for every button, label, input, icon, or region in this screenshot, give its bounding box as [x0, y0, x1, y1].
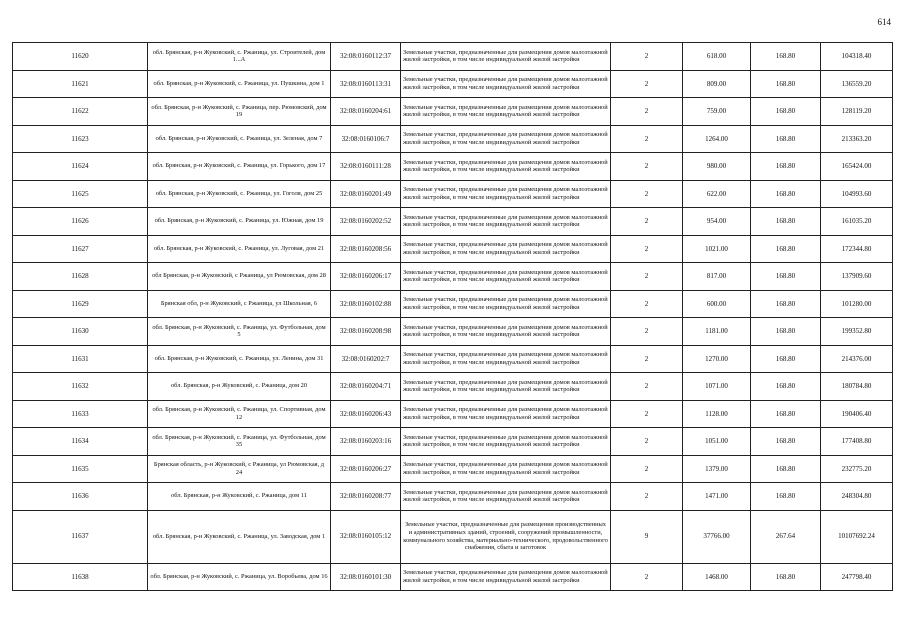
- area-cell: 1181.00: [683, 318, 751, 346]
- cadastral-number-cell: 32:08:0160106:7: [331, 125, 401, 153]
- use-group-cell: 2: [611, 70, 683, 98]
- cadastral-number-cell: 32:08:0160206:27: [331, 455, 401, 483]
- use-group-cell: 2: [611, 43, 683, 71]
- area-cell: 37766.00: [683, 510, 751, 563]
- record-number: 11622: [13, 98, 148, 126]
- cadastral-number-cell: 32:08:0160201:49: [331, 180, 401, 208]
- address-cell: обл. Брянская, р-н Жуковский, с. Ржаница, ул. Футбольная, дом 5: [148, 318, 331, 346]
- page-number: 614: [877, 17, 891, 27]
- record-number: 11621: [13, 70, 148, 98]
- specific-value-cell: 168.80: [751, 318, 821, 346]
- table-row: [13, 43, 893, 71]
- permitted-use-cell: Земельные участки, предназначенные для размещения домов малоэтажной жилой застройки, в том числе индивидуальной жилой застройки: [401, 483, 611, 511]
- permitted-use-cell: Земельные участки, предназначенные для размещения домов малоэтажной жилой застройки, в том числе индивидуальной жилой застройки: [401, 98, 611, 126]
- use-group-cell: 2: [611, 125, 683, 153]
- record-number: 11629: [13, 290, 148, 318]
- address-cell: обл. Брянская, р-н Жуковский, с. Ржаница, ул. Южная, дом 19: [148, 208, 331, 236]
- address-cell: Брянская область, р-н Жуковский, с Ржаница, ул Рюмовская, д 24: [148, 455, 331, 483]
- cadastral-value-cell: 165424.00: [821, 153, 893, 181]
- cadastral-number-cell: 32:08:0160111:28: [331, 153, 401, 181]
- cadastral-number-cell: 32:08:0160105:12: [331, 510, 401, 563]
- use-group-cell: 2: [611, 180, 683, 208]
- cadastral-number-cell: 32:08:0160102:88: [331, 290, 401, 318]
- specific-value-cell: 168.80: [751, 263, 821, 291]
- permitted-use-cell: Земельные участки, предназначенные для размещения домов малоэтажной жилой застройки, в том числе индивидуальной жилой застройки: [401, 153, 611, 181]
- cadastral-number-cell: 32:08:0160204:71: [331, 373, 401, 401]
- permitted-use-cell: Земельные участки, предназначенные для размещения домов малоэтажной жилой застройки, в том числе индивидуальной жилой застройки: [401, 563, 611, 591]
- address-cell: обл. Брянская, р-н Жуковский, с. Ржаница, ул. Зеленая, дом 7: [148, 125, 331, 153]
- table-row: [13, 263, 893, 291]
- table-row: [13, 125, 893, 153]
- cadastral-value-cell: 10107692.24: [821, 510, 893, 563]
- specific-value-cell: 168.80: [751, 373, 821, 401]
- specific-value-cell: 168.80: [751, 208, 821, 236]
- address-cell: обл. Брянская, р-н Жуковский, с. Ржаница, пер. Рюмовский, дом 19: [148, 98, 331, 126]
- specific-value-cell: 168.80: [751, 290, 821, 318]
- table-row: [13, 235, 893, 263]
- permitted-use-cell: Земельные участки, предназначенные для размещения домов малоэтажной жилой застройки, в том числе индивидуальной жилой застройки: [401, 345, 611, 373]
- cadastral-number-cell: 32:08:0160204:61: [331, 98, 401, 126]
- area-cell: 600.00: [683, 290, 751, 318]
- permitted-use-cell: Земельные участки, предназначенные для размещения домов малоэтажной жилой застройки, в том числе индивидуальной жилой застройки: [401, 400, 611, 428]
- cadastral-number-cell: 32:08:0160203:16: [331, 428, 401, 456]
- specific-value-cell: 168.80: [751, 400, 821, 428]
- cadastral-value-cell: 128119.20: [821, 98, 893, 126]
- record-number: 11626: [13, 208, 148, 236]
- area-cell: 618.00: [683, 43, 751, 71]
- area-cell: 980.00: [683, 153, 751, 181]
- specific-value-cell: 168.80: [751, 455, 821, 483]
- permitted-use-cell: Земельные участки, предназначенные для размещения домов малоэтажной жилой застройки, в том числе индивидуальной жилой застройки: [401, 263, 611, 291]
- cadastral-value-cell: 199352.80: [821, 318, 893, 346]
- register-body: [13, 43, 893, 591]
- address-cell: Брянская обл, р-н Жуковский, с Ржаница, ул Школьная, 6: [148, 290, 331, 318]
- area-cell: 954.00: [683, 208, 751, 236]
- specific-value-cell: 168.80: [751, 153, 821, 181]
- specific-value-cell: 168.80: [751, 345, 821, 373]
- area-cell: 1021.00: [683, 235, 751, 263]
- table-row: [13, 208, 893, 236]
- record-number: 11630: [13, 318, 148, 346]
- permitted-use-cell: Земельные участки, предназначенные для размещения домов малоэтажной жилой застройки, в том числе индивидуальной жилой застройки: [401, 428, 611, 456]
- use-group-cell: 2: [611, 428, 683, 456]
- area-cell: 1071.00: [683, 373, 751, 401]
- cadastral-number-cell: 32:08:0160101:30: [331, 563, 401, 591]
- cadastral-value-cell: 248304.80: [821, 483, 893, 511]
- specific-value-cell: 168.80: [751, 180, 821, 208]
- record-number: 11627: [13, 235, 148, 263]
- specific-value-cell: 168.80: [751, 428, 821, 456]
- cadastral-value-cell: 232775.20: [821, 455, 893, 483]
- area-cell: 1270.00: [683, 345, 751, 373]
- cadastral-number-cell: 32:08:0160112:37: [331, 43, 401, 71]
- use-group-cell: 2: [611, 235, 683, 263]
- use-group-cell: 2: [611, 318, 683, 346]
- table-row: [13, 510, 893, 563]
- cadastral-value-cell: 104993.60: [821, 180, 893, 208]
- area-cell: 817.00: [683, 263, 751, 291]
- use-group-cell: 2: [611, 483, 683, 511]
- address-cell: обл. Брянская, р-н Жуковский, с. Ржаница, ул. Строителей, дом 1...А: [148, 43, 331, 71]
- cadastral-value-cell: 213363.20: [821, 125, 893, 153]
- table-row: [13, 345, 893, 373]
- use-group-cell: 2: [611, 98, 683, 126]
- area-cell: 1051.00: [683, 428, 751, 456]
- address-cell: обл. Брянская, р-н Жуковский, с. Ржаница, дом 11: [148, 483, 331, 511]
- permitted-use-cell: Земельные участки, предназначенные для размещения домов малоэтажной жилой застройки, в том числе индивидуальной жилой застройки: [401, 125, 611, 153]
- address-cell: обл Брянская, р-н Жуковский, с Ржаница, ул Рюмовская, дом 28: [148, 263, 331, 291]
- record-number: 11620: [13, 43, 148, 71]
- specific-value-cell: 267.64: [751, 510, 821, 563]
- table-row: [13, 98, 893, 126]
- address-cell: обл. Брянская, р-н Жуковский, с. Ржаница, ул. Футбольная, дом 35: [148, 428, 331, 456]
- permitted-use-cell: Земельные участки, предназначенные для размещения домов малоэтажной жилой застройки, в том числе индивидуальной жилой застройки: [401, 208, 611, 236]
- cadastral-number-cell: 32:08:0160206:17: [331, 263, 401, 291]
- permitted-use-cell: Земельные участки, предназначенные для размещения домов малоэтажной жилой застройки, в том числе индивидуальной жилой застройки: [401, 43, 611, 71]
- cadastral-number-cell: 32:08:0160208:77: [331, 483, 401, 511]
- address-cell: обл. Брянская, р-н Жуковский, с. Ржаница, ул. Воробьева, дом 16: [148, 563, 331, 591]
- specific-value-cell: 168.80: [751, 98, 821, 126]
- record-number: 11634: [13, 428, 148, 456]
- permitted-use-cell: Земельные участки, предназначенные для размещения домов малоэтажной жилой застройки, в том числе индивидуальной жилой застройки: [401, 235, 611, 263]
- address-cell: обл. Брянская, р-н Жуковский, с. Ржаница, ул. Гоголя, дом 25: [148, 180, 331, 208]
- area-cell: 759.00: [683, 98, 751, 126]
- table-row: [13, 153, 893, 181]
- use-group-cell: 2: [611, 563, 683, 591]
- table-row: [13, 483, 893, 511]
- permitted-use-cell: Земельные участки, предназначенные для размещения домов малоэтажной жилой застройки, в том числе индивидуальной жилой застройки: [401, 373, 611, 401]
- address-cell: обл. Брянская, р-н Жуковский, с. Ржаница, ул. Пушкина, дом 1: [148, 70, 331, 98]
- record-number: 11623: [13, 125, 148, 153]
- record-number: 11633: [13, 400, 148, 428]
- area-cell: 1468.00: [683, 563, 751, 591]
- cadastral-value-cell: 214376.00: [821, 345, 893, 373]
- record-number: 11624: [13, 153, 148, 181]
- area-cell: 1379.00: [683, 455, 751, 483]
- cadastral-value-cell: 137909.60: [821, 263, 893, 291]
- record-number: 11638: [13, 563, 148, 591]
- specific-value-cell: 168.80: [751, 563, 821, 591]
- land-register-table: [12, 42, 893, 591]
- table-row: [13, 400, 893, 428]
- table-row: [13, 70, 893, 98]
- area-cell: 1471.00: [683, 483, 751, 511]
- table-row: [13, 318, 893, 346]
- cadastral-number-cell: 32:08:0160208:56: [331, 235, 401, 263]
- cadastral-value-cell: 136559.20: [821, 70, 893, 98]
- address-cell: обл. Брянская, р-н Жуковский, с. Ржаница, ул. Горького, дом 17: [148, 153, 331, 181]
- specific-value-cell: 168.80: [751, 70, 821, 98]
- cadastral-number-cell: 32:08:0160208:98: [331, 318, 401, 346]
- cadastral-number-cell: 32:08:0160202:52: [331, 208, 401, 236]
- specific-value-cell: 168.80: [751, 43, 821, 71]
- record-number: 11631: [13, 345, 148, 373]
- area-cell: 1128.00: [683, 400, 751, 428]
- record-number: 11636: [13, 483, 148, 511]
- cadastral-value-cell: 247798.40: [821, 563, 893, 591]
- specific-value-cell: 168.80: [751, 125, 821, 153]
- table-row: [13, 180, 893, 208]
- area-cell: 622.00: [683, 180, 751, 208]
- table-row: [13, 428, 893, 456]
- specific-value-cell: 168.80: [751, 483, 821, 511]
- permitted-use-cell: Земельные участки, предназначенные для размещения производственных и административных зданий, строений, сооружений промышленности, коммунального хозяйства, материально-технического, продовольственного снабжения, сбыта и заготовок: [401, 510, 611, 563]
- record-number: 11628: [13, 263, 148, 291]
- address-cell: обл. Брянская, р-н Жуковский, с. Ржаница, ул. Заводская, дом 1: [148, 510, 331, 563]
- address-cell: обл. Брянская, р-н Жуковский, с. Ржаница, ул. Луговая, дом 21: [148, 235, 331, 263]
- address-cell: обл. Брянская, р-н Жуковский, с. Ржаница, ул. Ленина, дом 31: [148, 345, 331, 373]
- table-row: [13, 373, 893, 401]
- table-row: [13, 455, 893, 483]
- table-row: [13, 563, 893, 591]
- address-cell: обл. Брянская, р-н Жуковский, с. Ржаница, ул. Спортивная, дом 12: [148, 400, 331, 428]
- record-number: 11637: [13, 510, 148, 563]
- use-group-cell: 2: [611, 400, 683, 428]
- permitted-use-cell: Земельные участки, предназначенные для размещения домов малоэтажной жилой застройки, в том числе индивидуальной жилой застройки: [401, 290, 611, 318]
- use-group-cell: 2: [611, 208, 683, 236]
- cadastral-value-cell: 180784.80: [821, 373, 893, 401]
- table-row: [13, 290, 893, 318]
- use-group-cell: 2: [611, 345, 683, 373]
- permitted-use-cell: Земельные участки, предназначенные для размещения домов малоэтажной жилой застройки, в том числе индивидуальной жилой застройки: [401, 455, 611, 483]
- record-number: 11632: [13, 373, 148, 401]
- specific-value-cell: 168.80: [751, 235, 821, 263]
- use-group-cell: 2: [611, 373, 683, 401]
- record-number: 11625: [13, 180, 148, 208]
- address-cell: обл. Брянская, р-н Жуковский, с. Ржаница, дом 20: [148, 373, 331, 401]
- use-group-cell: 2: [611, 455, 683, 483]
- permitted-use-cell: Земельные участки, предназначенные для размещения домов малоэтажной жилой застройки, в том числе индивидуальной жилой застройки: [401, 180, 611, 208]
- cadastral-number-cell: 32:08:0160206:43: [331, 400, 401, 428]
- cadastral-value-cell: 101280.00: [821, 290, 893, 318]
- use-group-cell: 9: [611, 510, 683, 563]
- use-group-cell: 2: [611, 290, 683, 318]
- use-group-cell: 2: [611, 153, 683, 181]
- permitted-use-cell: Земельные участки, предназначенные для размещения домов малоэтажной жилой застройки, в том числе индивидуальной жилой застройки: [401, 70, 611, 98]
- cadastral-value-cell: 104318.40: [821, 43, 893, 71]
- use-group-cell: 2: [611, 263, 683, 291]
- cadastral-value-cell: 161035.20: [821, 208, 893, 236]
- permitted-use-cell: Земельные участки, предназначенные для размещения домов малоэтажной жилой застройки, в том числе индивидуальной жилой застройки: [401, 318, 611, 346]
- cadastral-number-cell: 32:08:0160113:31: [331, 70, 401, 98]
- cadastral-value-cell: 177408.80: [821, 428, 893, 456]
- cadastral-value-cell: 172344.80: [821, 235, 893, 263]
- area-cell: 809.00: [683, 70, 751, 98]
- cadastral-value-cell: 190406.40: [821, 400, 893, 428]
- record-number: 11635: [13, 455, 148, 483]
- cadastral-number-cell: 32:08:0160202:7: [331, 345, 401, 373]
- area-cell: 1264.00: [683, 125, 751, 153]
